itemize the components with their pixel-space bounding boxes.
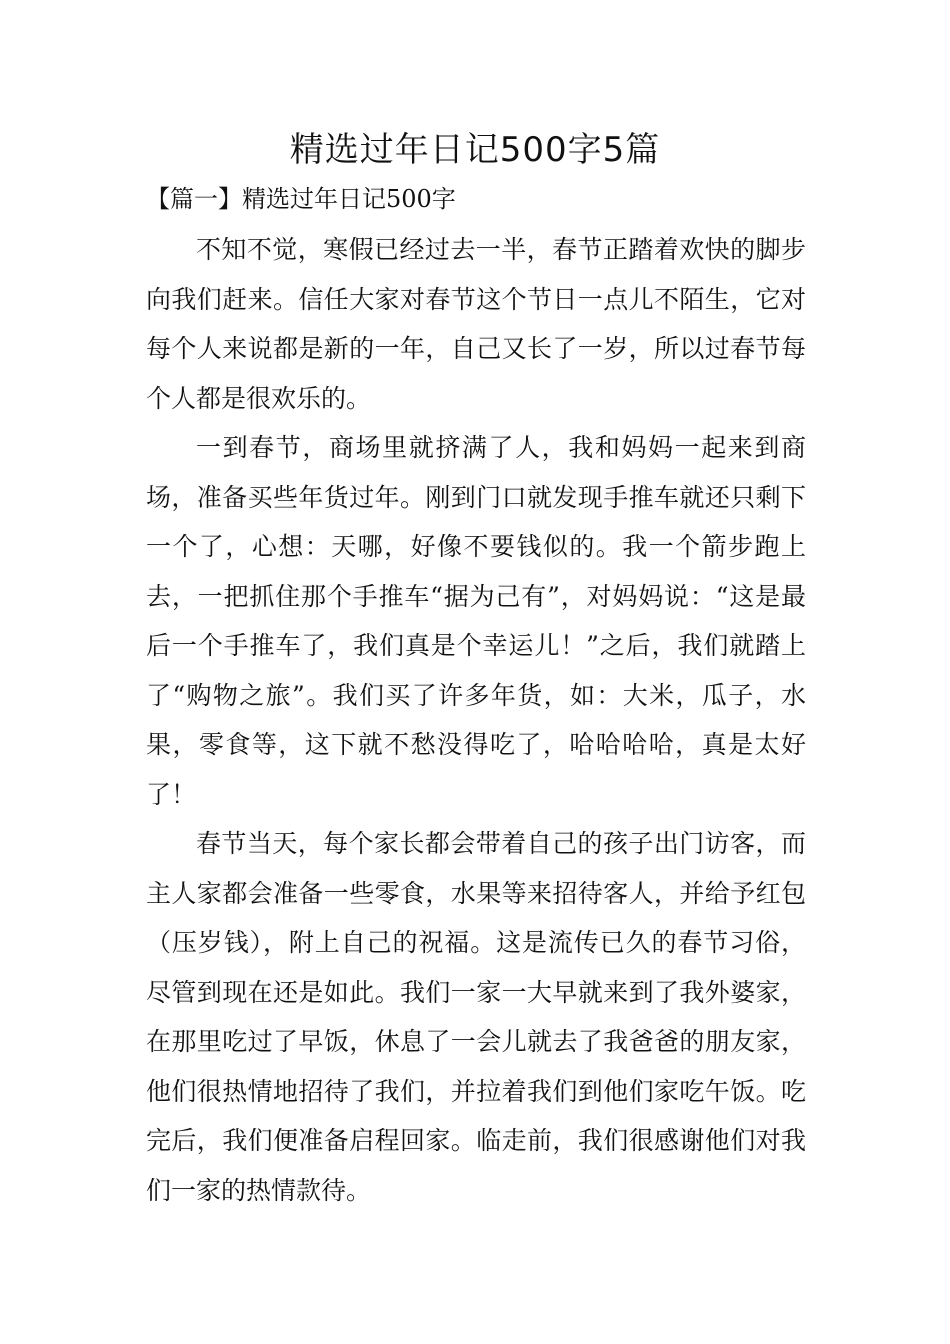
paragraph-3: 春节当天，每个家长都会带着自己的孩子出门访客，而主人家都会准备一些零食，水果等来招待客人，并给予红包（压岁钱），附上自己的祝福。这是流传已久的春节习俗，尽管到现在还是如此。我们一家一大早就来到了我外婆家，在那里吃过了早饭，休息了一会儿就去了我爸爸的朋友家，他们很热情地招待了我们，并拉着我们到他们家吃午饭。吃完后，我们便准备启程回家。临走前，我们很感谢他们对我们一家的热情款待。: [146, 829, 806, 1205]
document-title: 精选过年日记500字5篇: [289, 130, 661, 170]
section-heading: 【篇一】精选过年日记500字: [146, 185, 456, 213]
document-body: [146, 225, 806, 1215]
paragraph-1: 不知不觉，寒假已经过去一半，春节正踏着欢快的脚步向我们赶来。信任大家对春节这个节日一点儿不陌生，它对每个人来说都是新的一年，自己又长了一岁，所以过春节每个人都是很欢乐的。: [146, 235, 806, 413]
paragraph-2: 一到春节，商场里就挤满了人，我和妈妈一起来到商场，准备买些年货过年。刚到门口就发现手推车就还只剩下一个了，心想：天哪，好像不要钱似的。我一个箭步跑上去，一把抓住那个手推车“据为己有”，对妈妈说：“这是最后一个手推车了，我们真是个幸运儿！”之后，我们就踏上了“购物之旅”。我们买了许多年货，如：大米，瓜子，水果，零食等，这下就不愁没得吃了，哈哈哈哈，真是太好了！: [146, 433, 806, 809]
